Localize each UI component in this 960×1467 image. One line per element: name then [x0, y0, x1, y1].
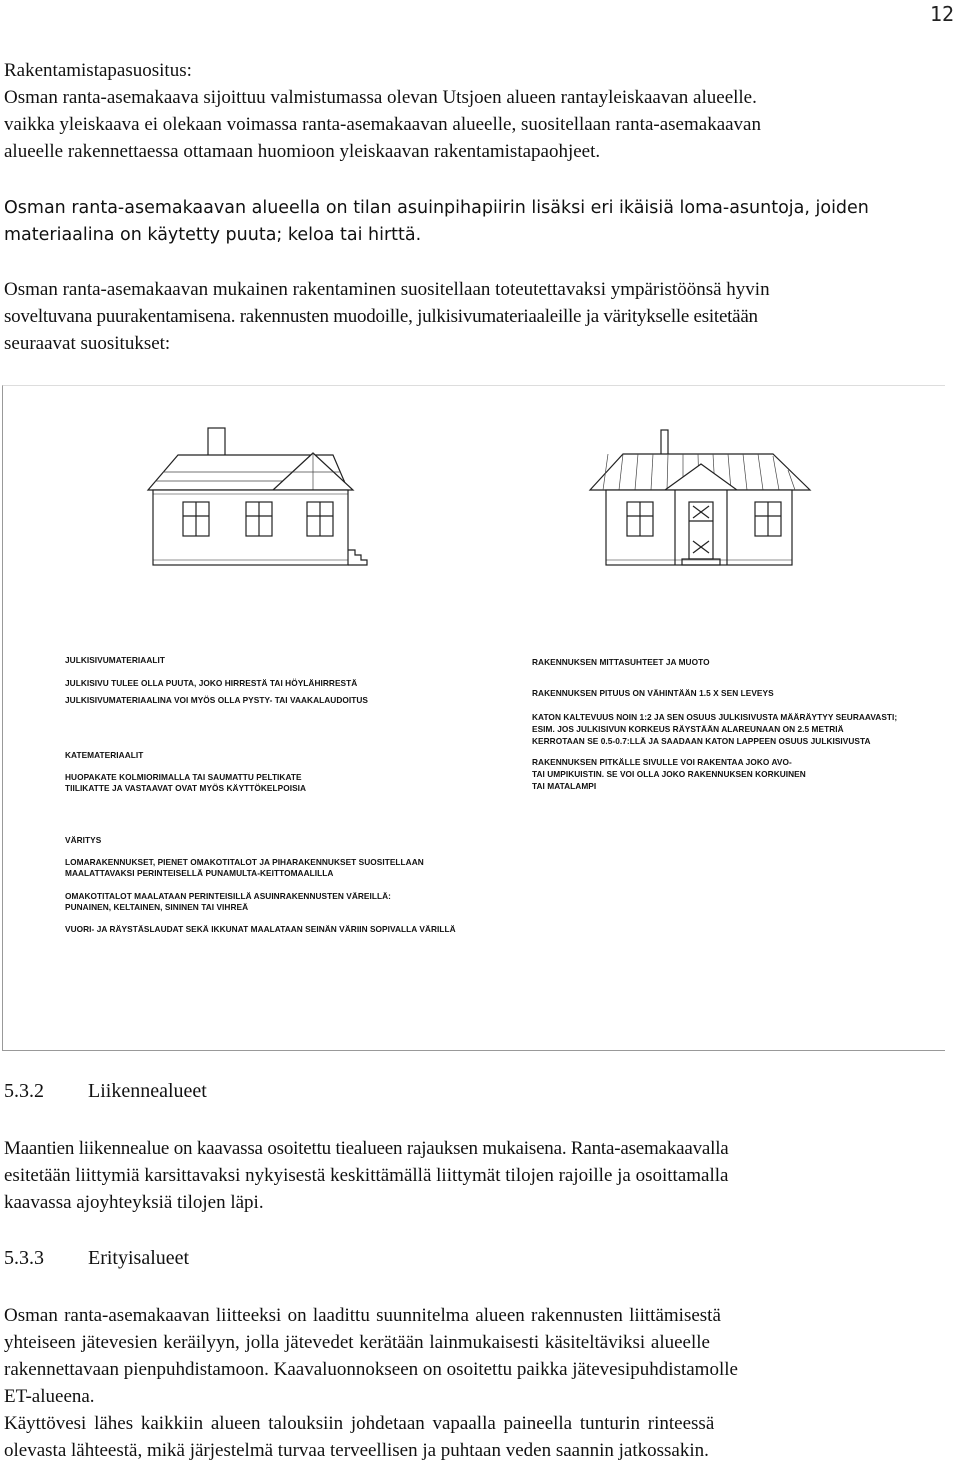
note-line: ESIM. JOS JULKISIVUN KORKEUS RÄYSTÄÄN ALAREUNAAN ON 2.5 METRIÄ [532, 724, 844, 734]
house-gable-elevation [590, 430, 810, 565]
paragraph-line: soveltuvana puurakentamisena. rakennusten muodoille, julkisivumateriaaleille ja väritykselle esitetään [4, 306, 758, 327]
note-heading: VÄRITYS [65, 835, 102, 845]
paragraph-line: yhteiseen jätevesien keräilyyn, jolla jätevedet kerätään lainmukaisesti käsiteltäviksi alueelle [4, 1332, 710, 1353]
note-line: KATON KALTEVUUS NOIN 1:2 JA SEN OSUUS JULKISIVUSTA MÄÄRÄYTYY SEURAAVASTI; [532, 712, 898, 722]
note-line: PUNAINEN, KELTAINEN, SININEN TAI VIHREÄ [65, 902, 249, 912]
note-line: TAI UMPIKUISTIN. SE VOI OLLA JOKO RAKENNUKSEN KORKUINEN [532, 769, 806, 779]
note-heading: KATEMATERIAALIT [65, 750, 144, 760]
note-line: TAI MATALAMPI [532, 781, 597, 791]
note-line: RAKENNUKSEN PITKÄLLE SIVULLE VOI RAKENTAA JOKO AVO- [532, 757, 792, 767]
intro-title: Rakentamistapasuositus: [4, 60, 192, 81]
paragraph-erityisalueet [4, 1302, 956, 1464]
paragraph-line: olevasta lähteestä, mikä järjestelmä turvaa terveellisen ja puhtaan veden saannin jatkossakin. [4, 1440, 709, 1461]
building-recommendation-figure [2, 385, 945, 1051]
intro-line: alueelle rakennettaessa ottamaan huomioon yleiskaavan rakentamistapaohjeet. [4, 141, 601, 162]
paragraph-liikennealueet [4, 1135, 956, 1216]
note-line: VUORI- JA RÄYSTÄSLAUDAT SEKÄ IKKUNAT MAALATAAN SEINÄN VÄRIIN SOPIVALLA VÄRILLÄ [65, 924, 456, 934]
page-number: 12 [929, 2, 954, 26]
paragraph-line: Osman ranta-asemakaavan liitteeksi on laadittu suunnitelma alueen rakennusten liittämisestä [4, 1305, 721, 1326]
section-number: 5.3.3 [4, 1247, 44, 1269]
section-title: Liikennealueet [88, 1080, 207, 1102]
house-side-elevation [148, 428, 367, 565]
section-heading-erityisalueet [4, 1247, 189, 1270]
note-line: KERROTAAN SE 0.5-0.7:LLÄ JA SAADAAN KATON LAPPEEN OSUUS JULKISIVUSTA [532, 736, 871, 746]
section-number: 5.3.2 [4, 1080, 44, 1102]
intro-line: Osman ranta-asemakaava sijoittuu valmistumassa olevan Utsjoen alueen rantayleiskaavan alueelle. [4, 87, 757, 108]
paragraph-materials [4, 195, 956, 249]
note-line: MAALATTAVAKSI PERINTEISELLÄ PUNAMULTA-KEITTOMAALILLA [65, 868, 334, 878]
paragraph-line: materiaalina on käytetty puuta; keloa tai hirttä. [4, 225, 422, 245]
note-line: RAKENNUKSEN PITUUS ON VÄHINTÄÄN 1.5 X SEN LEVEYS [532, 688, 774, 698]
paragraph-line: ET-alueena. [4, 1386, 95, 1407]
note-line: HUOPAKATE KOLMIORIMALLA TAI SAUMATTU PELTIKATE [65, 772, 302, 782]
note-line: TIILIKATTE JA VASTAAVAT OVAT MYÖS KÄYTTÖKELPOISIA [65, 783, 307, 793]
section-title: Erityisalueet [88, 1247, 190, 1269]
note-heading: JULKISIVUMATERIAALIT [65, 655, 165, 665]
paragraph-line: esitetään liittymiä karsittavaksi nykyisestä keskittämällä liittymät tilojen rajoille ja osoittamalla [4, 1165, 729, 1186]
note-line: LOMARAKENNUKSET, PIENET OMAKOTITALOT JA PIHARAKENNUKSET SUOSITELLAAN [65, 857, 424, 867]
paragraph-line: Osman ranta-asemakaavan alueella on tilan asuinpihapiirin lisäksi eri ikäisiä loma-asuntoja, joiden [4, 198, 869, 218]
paragraph-line: kaavassa ajoyhteyksiä tilojen läpi. [4, 1192, 264, 1213]
paragraph-line: seuraavat suositukset: [4, 333, 171, 354]
paragraph-line: Maantien liikennealue on kaavassa osoitettu tiealueen rajauksen mukaisena. Ranta-asemakaavalla [4, 1138, 729, 1159]
note-line: JULKISIVUMATERIAALINA VOI MYÖS OLLA PYSTY- TAI VAAKALAUDOITUS [65, 695, 368, 705]
paragraph-line: Osman ranta-asemakaavan mukainen rakentaminen suositellaan toteutettavaksi ympäristöönsä hyvin [4, 279, 770, 300]
note-line: OMAKOTITALOT MAALATAAN PERINTEISILLÄ ASUINRAKENNUSTEN VÄREILLÄ: [65, 891, 391, 901]
intro-line: vaikka yleiskaava ei olekaan voimassa ranta-asemakaavan alueelle, suositellaan ranta-asemakaavan [4, 114, 761, 135]
intro-paragraph [4, 57, 956, 165]
paragraph-line: rakennettavaan pienpuhdistamoon. Kaavaluonnokseen on osoitettu paikka jätevesipuhdistamolle [4, 1359, 738, 1380]
section-heading-liikennealueet [4, 1080, 207, 1103]
paragraph-line: Käyttövesi lähes kaikkiin alueen talouksiin johdetaan vapaalla paineella tunturin rinteessä [4, 1413, 715, 1434]
paragraph-recommendation [4, 276, 956, 357]
note-line: JULKISIVU TULEE OLLA PUUTA, JOKO HIRRESTÄ TAI HÖYLÄHIRRESTÄ [65, 678, 358, 688]
note-heading: RAKENNUKSEN MITTASUHTEET JA MUOTO [532, 657, 710, 667]
